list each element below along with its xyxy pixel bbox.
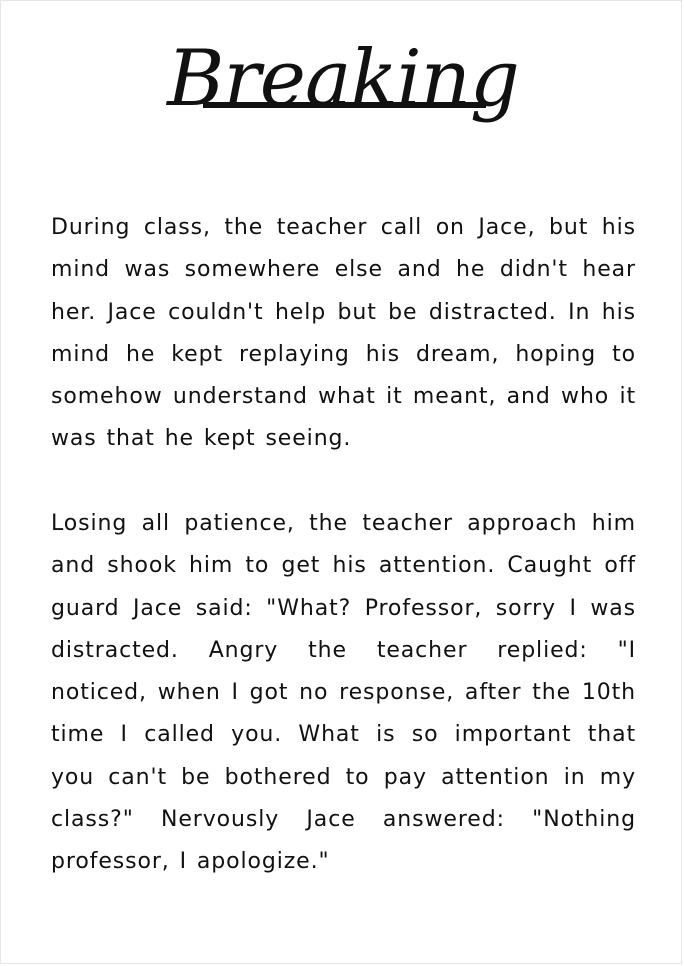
paragraph: Losing all patience, the teacher approach him and shook him to get his attention. Caught off guard Jace said: "What? Professor, sorry I was distracted. Angry the teacher replied: "I noticed, when I got no response, after the 10th time I called you. What is so important that you can't be bothered to pay attention in my class?" Nervously Jace answered: "Nothing professor, I apologize.": [51, 511, 636, 875]
page-title: Breaking: [167, 34, 519, 124]
title-block: [1, 29, 684, 149]
paragraph: During class, the teacher call on Jace, but his mind was somewhere else and he didn't hear her. Jace couldn't help but be distracted. In his mind he kept replaying his dream, hoping to somehow understand what it meant, and who it was that he kept seeing.: [51, 215, 636, 452]
